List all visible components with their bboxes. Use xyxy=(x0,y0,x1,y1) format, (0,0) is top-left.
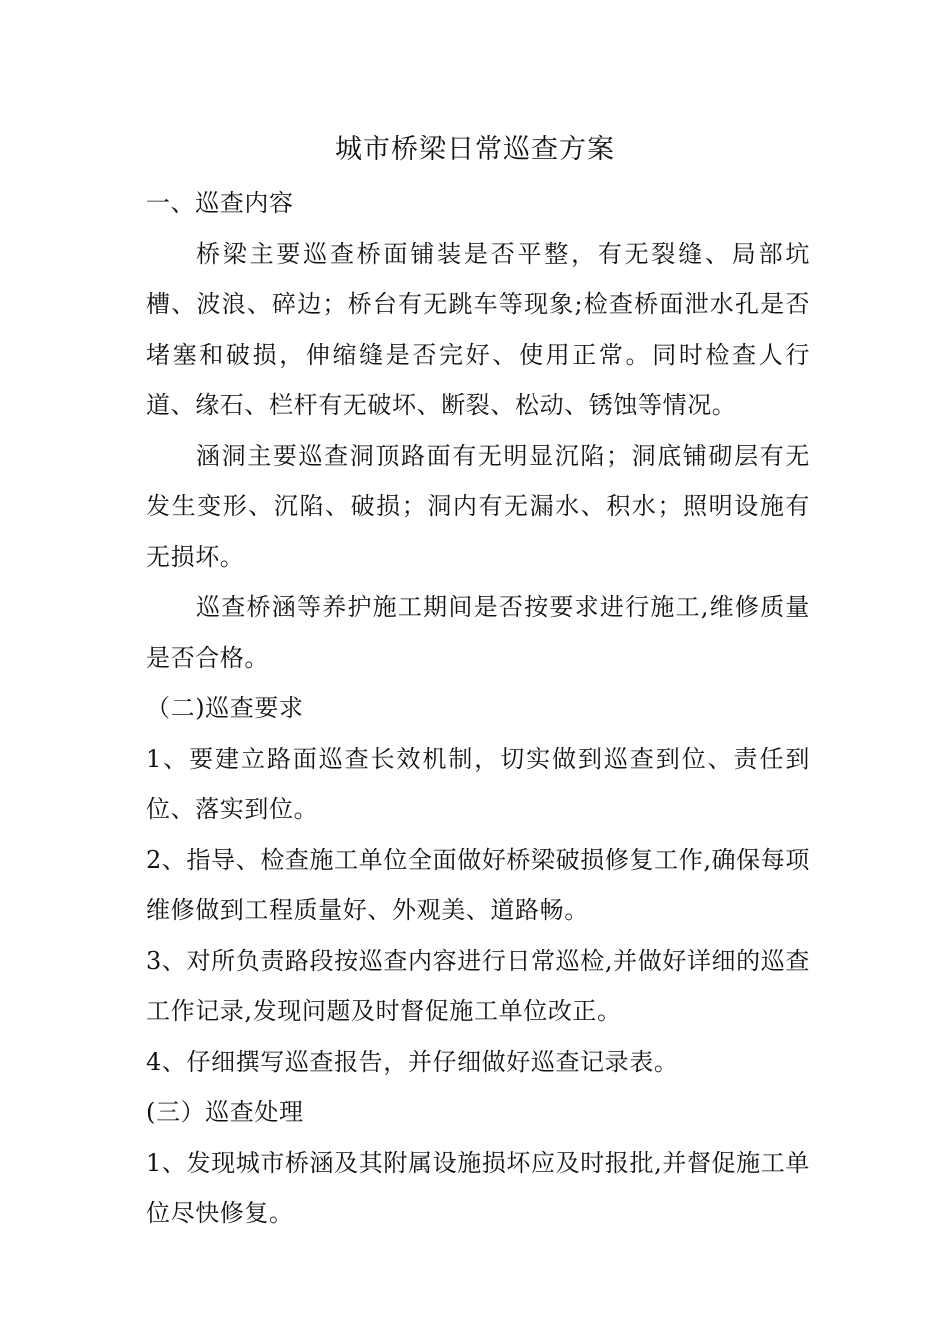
paragraph-maintenance-inspection: 巡查桥涵等养护施工期间是否按要求进行施工,维修质量是否合格。 xyxy=(146,593,810,672)
requirement-item-4: 4、仔细撰写巡查报告，并仔细做好巡查记录表。 xyxy=(146,1047,679,1076)
paragraph-bridge-inspection: 桥梁主要巡查桥面铺装是否平整，有无裂缝、局部坑槽、波浪、碎边；桥台有无跳车等现象;检查桥面泄水孔是否堵塞和破损，伸缩缝是否完好、使用正常。同时检查人行道、缘石、栏杆有无破坏、断裂、松动、锈蚀等情况。 xyxy=(146,239,810,419)
section-heading-inspection-content: 一、巡查内容 xyxy=(146,189,294,217)
section-heading-inspection-handling: (三）巡查处理 xyxy=(146,1098,304,1126)
section-heading-inspection-requirements: （二)巡查要求 xyxy=(146,694,304,722)
paragraph-culvert-inspection: 涵洞主要巡查洞顶路面有无明显沉陷；洞底铺砌层有无发生变形、沉陷、破损；洞内有无漏水、积水；照明设施有无损坏。 xyxy=(146,441,810,571)
requirement-item-1: 1、要建立路面巡查长效机制，切实做到巡查到位、责任到位、落实到位。 xyxy=(146,744,810,823)
requirement-item-3: 3、对所负责路段按巡查内容进行日常巡检,并做好详细的巡查工作记录,发现问题及时督促施工单位改正。 xyxy=(146,946,810,1025)
handling-item-1: 1、发现城市桥涵及其附属设施损坏应及时报批,并督促施工单位尽快修复。 xyxy=(146,1148,810,1227)
requirement-item-2: 2、指导、检查施工单位全面做好桥梁破损修复工作,确保每项维修做到工程质量好、外观美、道路畅。 xyxy=(146,845,810,924)
document-body xyxy=(146,178,810,1239)
document-title: 城市桥梁日常巡查方案 xyxy=(335,134,615,165)
